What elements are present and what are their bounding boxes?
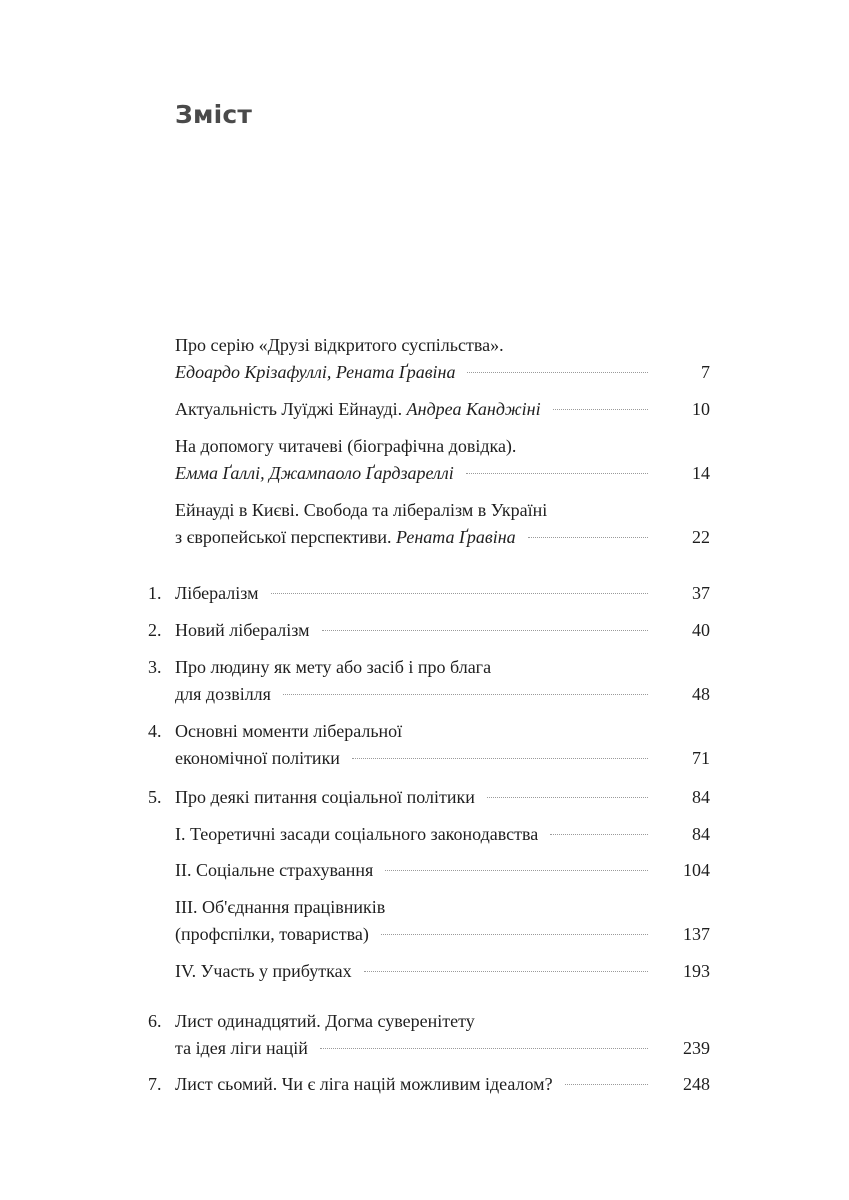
chapter-number: 1. bbox=[148, 583, 162, 603]
dot-leader bbox=[487, 797, 648, 798]
chapter-number: 4. bbox=[148, 721, 162, 741]
toc-entry-title-line: Основні моменти ліберальної bbox=[175, 721, 403, 741]
chapter-number: 7. bbox=[148, 1074, 162, 1094]
toc-entry-title-line: Про серію «Друзі відкритого суспільства». bbox=[175, 335, 504, 355]
page-number: 84 bbox=[692, 824, 710, 844]
page-number: 14 bbox=[692, 463, 710, 483]
page-number: 248 bbox=[683, 1074, 710, 1094]
page-number: 137 bbox=[683, 924, 710, 944]
toc-entry-title: та ідея ліги націй bbox=[175, 1038, 308, 1058]
toc-entry-title-line: III. Об'єднання працівників bbox=[175, 897, 386, 917]
page-number: 48 bbox=[692, 684, 710, 704]
toc-entry-title-line: Про людину як мету або засіб і про блага bbox=[175, 657, 492, 677]
toc-entry-title: Актуальність Луїджі Ейнауді. bbox=[175, 399, 407, 419]
page-number: 71 bbox=[692, 748, 710, 768]
toc-entry-author: Рената Ґравіна bbox=[396, 527, 516, 547]
chapter-number: 6. bbox=[148, 1011, 162, 1031]
toc-subentry-3[interactable] bbox=[130, 894, 710, 948]
chapter-number: 3. bbox=[148, 657, 162, 677]
toc-entry-title: для дозвілля bbox=[175, 684, 271, 704]
toc-entry-title: II. Соціальне страхування bbox=[175, 860, 374, 880]
toc-entry-author: Едоардо Крізафуллі, Рената Ґравіна bbox=[175, 362, 456, 382]
toc-subentry-2[interactable] bbox=[130, 857, 710, 884]
dot-leader bbox=[550, 834, 648, 835]
toc-entry-title: I. Теоретичні засади соціального законодавства bbox=[175, 824, 539, 844]
chapter-number: 5. bbox=[148, 787, 162, 807]
toc-entry-title: економічної політики bbox=[175, 748, 340, 768]
toc-entry-author: Емма Ґаллі, Джампаоло Ґардзареллі bbox=[175, 463, 454, 483]
dot-leader bbox=[283, 694, 648, 695]
toc-entry-title: (профспілки, товариства) bbox=[175, 924, 369, 944]
toc-entry-title: Лібералізм bbox=[175, 583, 259, 603]
toc-entry[interactable] bbox=[130, 433, 710, 487]
page-number: 239 bbox=[683, 1038, 710, 1058]
toc-entry-title-line: На допомогу читачеві (біографічна довідка). bbox=[175, 436, 517, 456]
toc-entry-title: IV. Участь у прибутках bbox=[175, 961, 352, 981]
dot-leader bbox=[528, 537, 648, 538]
page-number: 40 bbox=[692, 620, 710, 640]
toc-entry-chapter-7[interactable] bbox=[130, 1071, 710, 1098]
dot-leader bbox=[364, 971, 648, 972]
dot-leader bbox=[320, 1048, 648, 1049]
page-number: 22 bbox=[692, 527, 710, 547]
toc-entry[interactable] bbox=[130, 332, 710, 386]
dot-leader bbox=[352, 758, 648, 759]
page-number: 193 bbox=[683, 961, 710, 981]
toc-entry-chapter-5[interactable] bbox=[130, 784, 710, 811]
toc-entry-title: Новий лібералізм bbox=[175, 620, 310, 640]
dot-leader bbox=[553, 409, 648, 410]
dot-leader bbox=[322, 630, 648, 631]
toc-entry-author: Андреа Канджіні bbox=[406, 399, 541, 419]
toc-entry-chapter-2[interactable] bbox=[130, 617, 710, 644]
dot-leader bbox=[467, 372, 648, 373]
dot-leader bbox=[381, 934, 648, 935]
chapter-number: 2. bbox=[148, 620, 162, 640]
page-number: 84 bbox=[692, 787, 710, 807]
page-title: Зміст bbox=[175, 100, 253, 129]
toc-entry-title-line: Ейнауді в Києві. Свобода та лібералізм в Україні bbox=[175, 500, 548, 520]
toc-subentry-1[interactable] bbox=[130, 821, 710, 848]
toc-entry-title: з європейської перспективи. bbox=[175, 527, 396, 547]
page-number: 37 bbox=[692, 583, 710, 603]
dot-leader bbox=[565, 1084, 648, 1085]
page-number: 7 bbox=[701, 362, 710, 382]
toc-entry-chapter-6[interactable] bbox=[130, 1008, 710, 1062]
toc-entry-chapter-1[interactable] bbox=[130, 580, 710, 607]
dot-leader bbox=[271, 593, 649, 594]
page-number: 10 bbox=[692, 399, 710, 419]
toc-entry-title: Лист сьомий. Чи є ліга націй можливим ідеалом? bbox=[175, 1074, 553, 1094]
page-number: 104 bbox=[683, 860, 710, 880]
toc-entry[interactable] bbox=[130, 497, 710, 551]
toc-entry[interactable] bbox=[130, 396, 710, 423]
toc-entry-title: Про деякі питання соціальної політики bbox=[175, 787, 475, 807]
toc-subentry-4[interactable] bbox=[130, 958, 710, 985]
toc-entry-chapter-4[interactable] bbox=[130, 718, 710, 772]
dot-leader bbox=[466, 473, 648, 474]
dot-leader bbox=[385, 870, 648, 871]
toc-entry-chapter-3[interactable] bbox=[130, 654, 710, 708]
toc-entry-title-line: Лист одинадцятий. Догма суверенітету bbox=[175, 1011, 475, 1031]
